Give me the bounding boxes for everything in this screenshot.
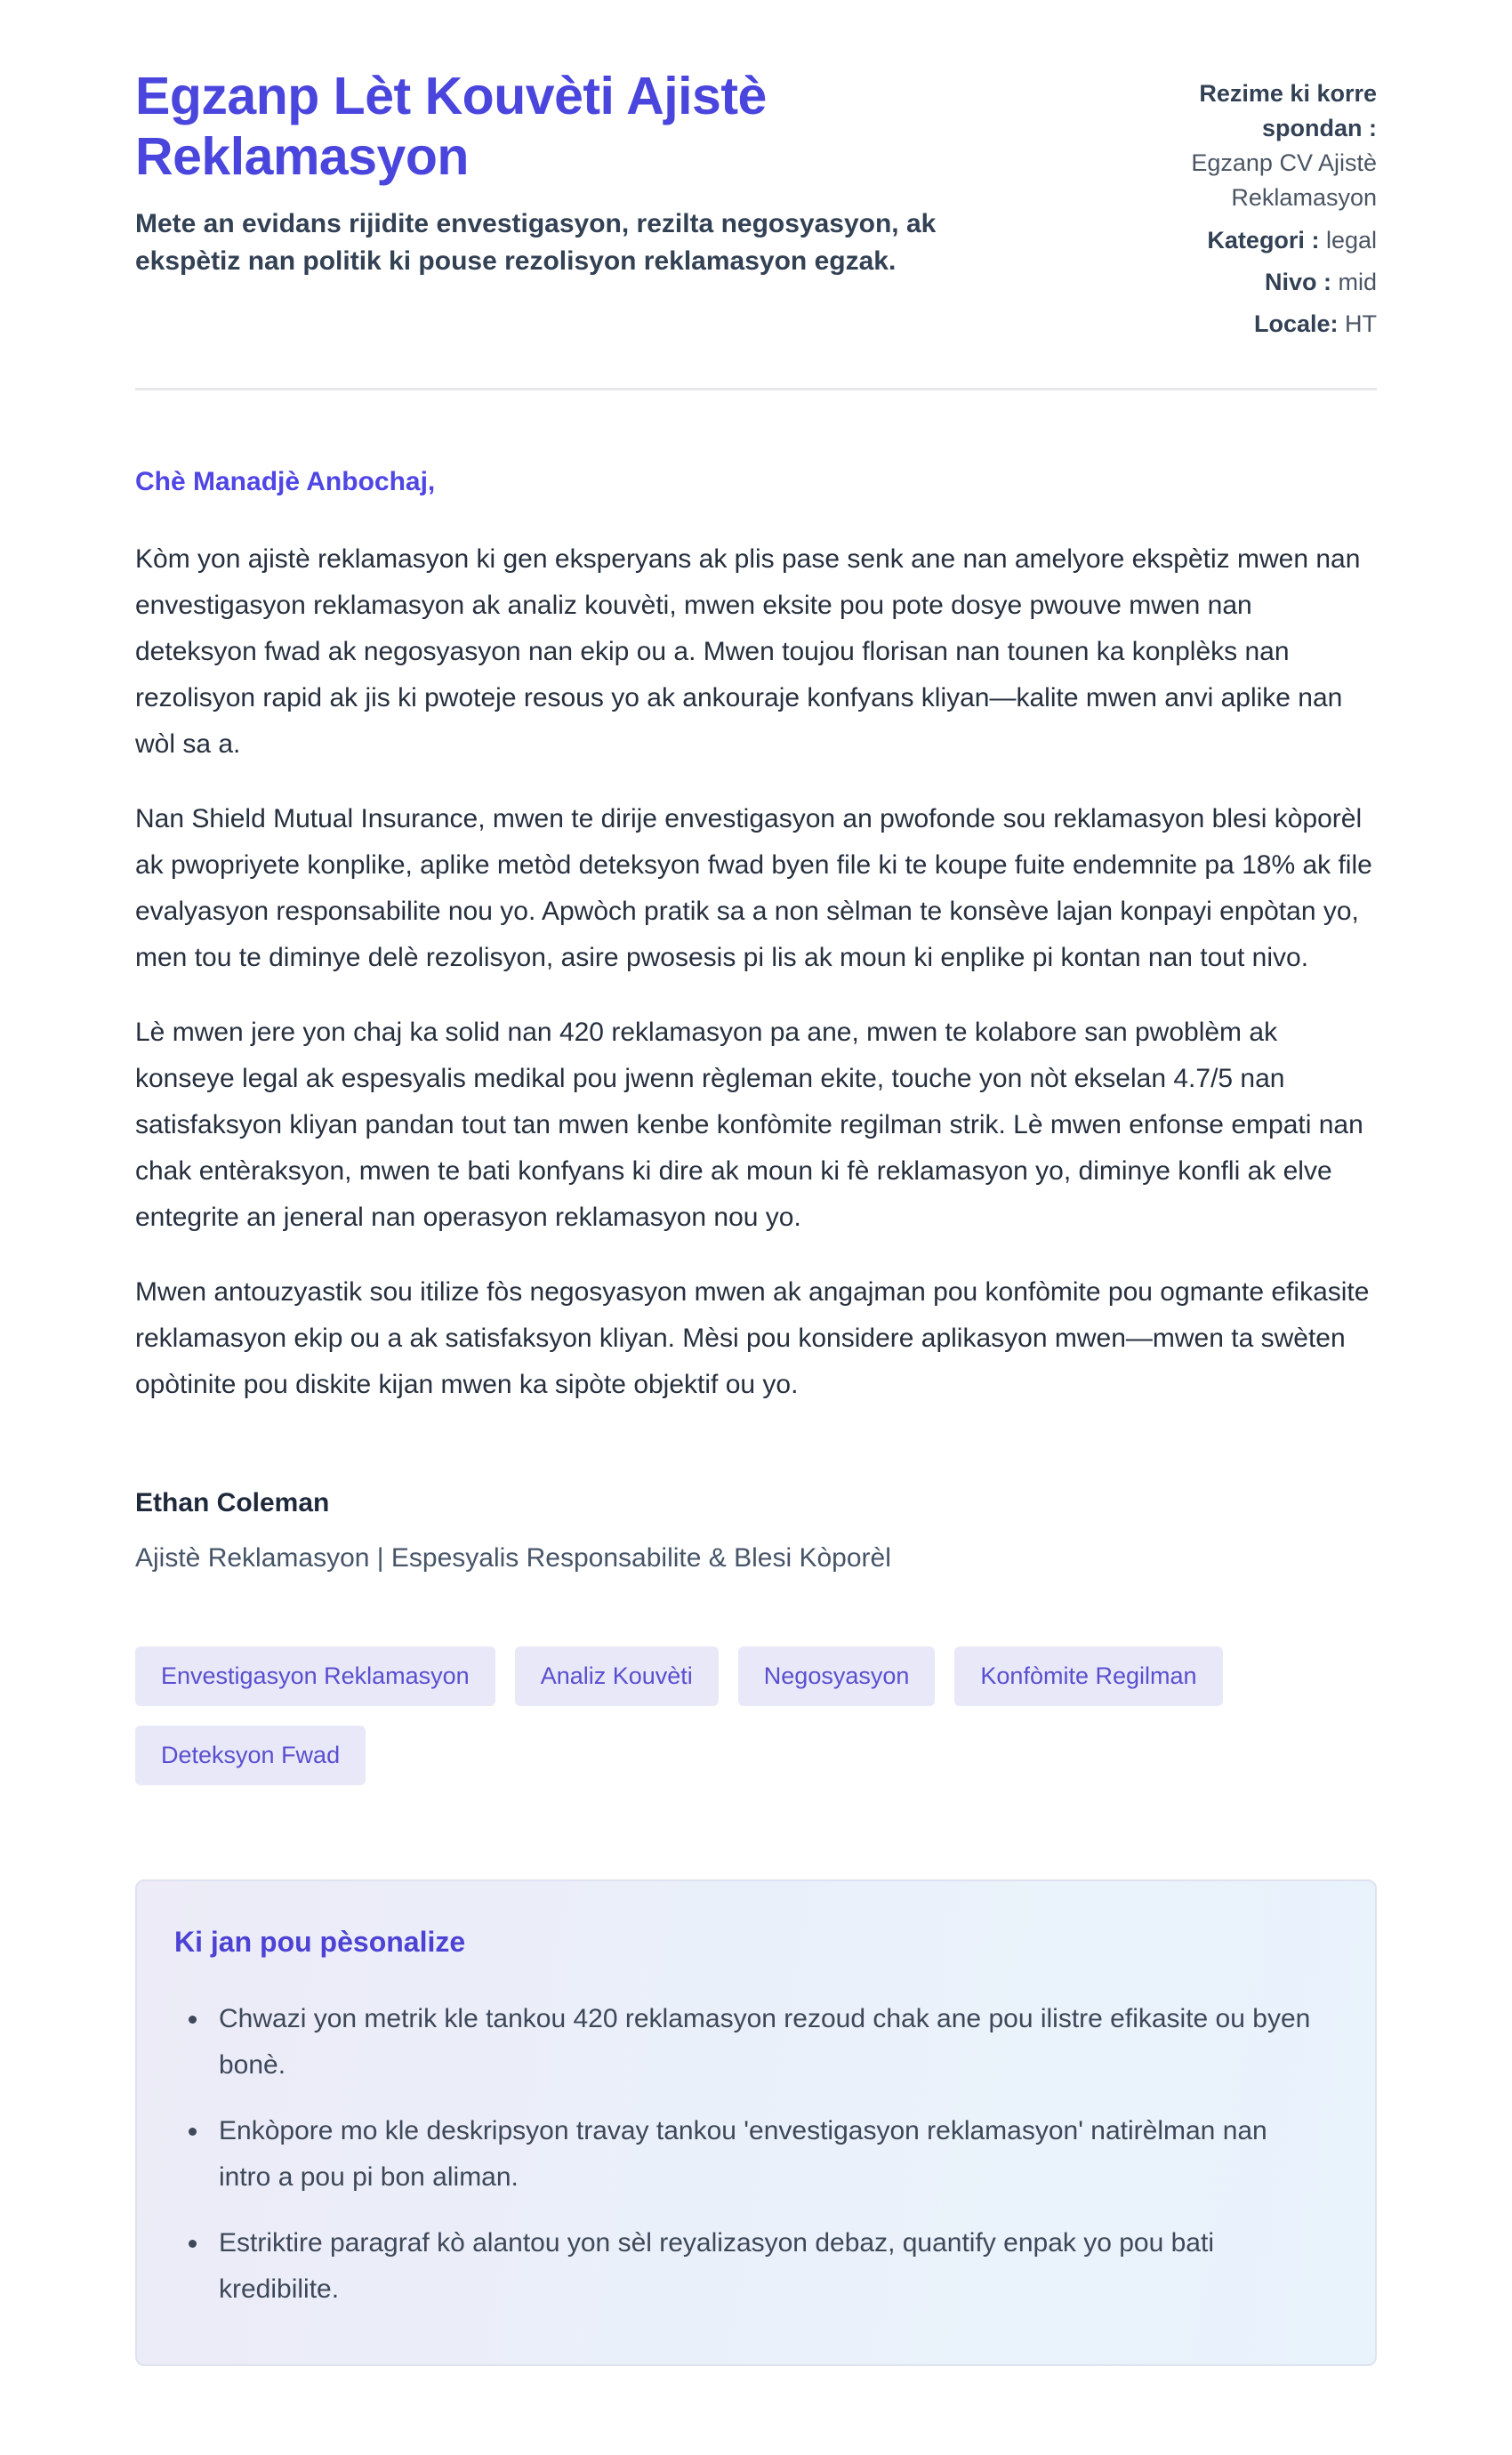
header-divider (135, 388, 1377, 390)
callout-tip: • Enkòpore mo kle deskripsyon travay tankou 'envestigasyon reklamasyon' natirèlman nan intro a pou pi bon aliman. (210, 2108, 1322, 2201)
page-container (135, 0, 1377, 2455)
page-title: Egzanp Lèt Kouvèti Ajistè Reklamasyon (135, 67, 767, 187)
category-value: legal (1325, 226, 1377, 254)
level-row (1101, 265, 1377, 300)
page-subtitle: Mete an evidans rijidite envestigasyon, rezilta negosyasyon, ak ekspètiz nan politik ki pouse rezolisyon reklamasyon egzak. (135, 208, 937, 277)
locale-value: HT (1345, 310, 1377, 337)
page-header (135, 66, 1377, 342)
letter-paragraph: Mwen antouzyastik sou itilize fòs negosyasyon mwen ak angajman pou konfòmite pou ogmante efikasite reklamasyon ekip ou a ak satisfaksyon kliyan. Mèsi pou konsidere aplikasyon mwen—mwen ta swèten opòtinite pou diskite kijan mwen ka sipòte objektif ou yo. (135, 1276, 1370, 1399)
tag-konfomite-regilman[interactable]: Konfòmite Regilman (954, 1646, 1222, 1706)
category-label: Kategori : (1207, 226, 1320, 254)
tag-envestigasyon-reklamasyon[interactable]: Envestigasyon Reklamasyon (135, 1646, 495, 1706)
tag-deteksyon-fwad[interactable]: Deteksyon Fwad (135, 1726, 366, 1785)
callout-tip-list (174, 1996, 1322, 2313)
tag-negosyasyon[interactable]: Negosyasyon (738, 1646, 936, 1706)
cover-letter-body (135, 467, 1377, 1574)
locale-label: Locale: (1253, 310, 1339, 337)
header-meta (1101, 66, 1377, 342)
personalization-callout (135, 1879, 1377, 2366)
header-left (135, 66, 1060, 281)
callout-title: Ki jan pou pèsonalize (174, 1925, 466, 1958)
signature-role: Ajistè Reklamasyon | Espesyalis Responsabilite & Blesi Kòporèl (135, 1542, 891, 1573)
letter-greeting: Chè Manadjè Anbochaj, (135, 466, 436, 496)
level-value: mid (1338, 268, 1377, 295)
related-resume-label: Rezime ki korre spondan : (1199, 80, 1377, 142)
level-label: Nivo : (1264, 268, 1331, 295)
callout-tip: • Estriktire paragraf kò alantou yon sèl reyalizasyon debaz, quantify enpak yo pou bati kredibilite. (210, 2220, 1322, 2313)
related-resume-value: Egzanp CV Ajistè Reklamasyon (1191, 149, 1377, 212)
letter-paragraph: Nan Shield Mutual Insurance, mwen te dirije envestigasyon an pwofonde sou reklamasyon blesi kòporèl ak pwopriyete konplike, aplike metòd deteksyon fwad byen file ki te koupe fuite endemnite pa 18% ak file evalyasyon responsabilite nou yo. Apwòch pratik sa a non sèlman te konsève lajan konpayi enpòtan yo, men tou te diminye delè rezolisyon, asire pwosesis pi lis ak moun ki enplike pi kontan nan tout nivo. (135, 803, 1372, 972)
letter-paragraph: Kòm yon ajistè reklamasyon ki gen eksperyans ak plis pase senk ane nan amelyore ekspètiz mwen nan envestigasyon reklamasyon ak analiz kouvèti, mwen eksite pou pote dosye pwouve mwen nan deteksyon fwad ak negosyasyon nan ekip ou a. Mwen toujou florisan nan tounen ka konplèks nan rezolisyon rapid ak jis ki pwoteje resous yo ak ankouraje konfyans kliyan—kalite mwen anvi aplike nan wòl sa a. (135, 543, 1361, 759)
category-row (1101, 223, 1377, 258)
letter-paragraph: Lè mwen jere yon chaj ka solid nan 420 reklamasyon pa ane, mwen te kolabore san pwoblèm ak konseye legal ak espesyalis medikal pou jwenn règleman ekite, touche yon nòt ekselan 4.7/5 nan satisfaksyon kliyan pandan tout tan mwen kenbe konfòmite regilman strik. Lè mwen enfonse empati nan chak entèraksyon, mwen te bati konfyans ki dire ak moun ki fè reklamasyon yo, diminye konfli ak elve entegrite an jeneral nan operasyon reklamasyon nou yo. (135, 1017, 1363, 1232)
callout-tip: • Chwazi yon metrik kle tankou 420 reklamasyon rezoud chak ane pou ilistre efikasite ou byen bonè. (210, 1996, 1322, 2089)
skill-tags (135, 1646, 1377, 1785)
tag-analiz-kouveti[interactable]: Analiz Kouvèti (515, 1646, 719, 1706)
signature-name: Ethan Coleman (135, 1487, 330, 1517)
locale-row (1101, 307, 1377, 342)
